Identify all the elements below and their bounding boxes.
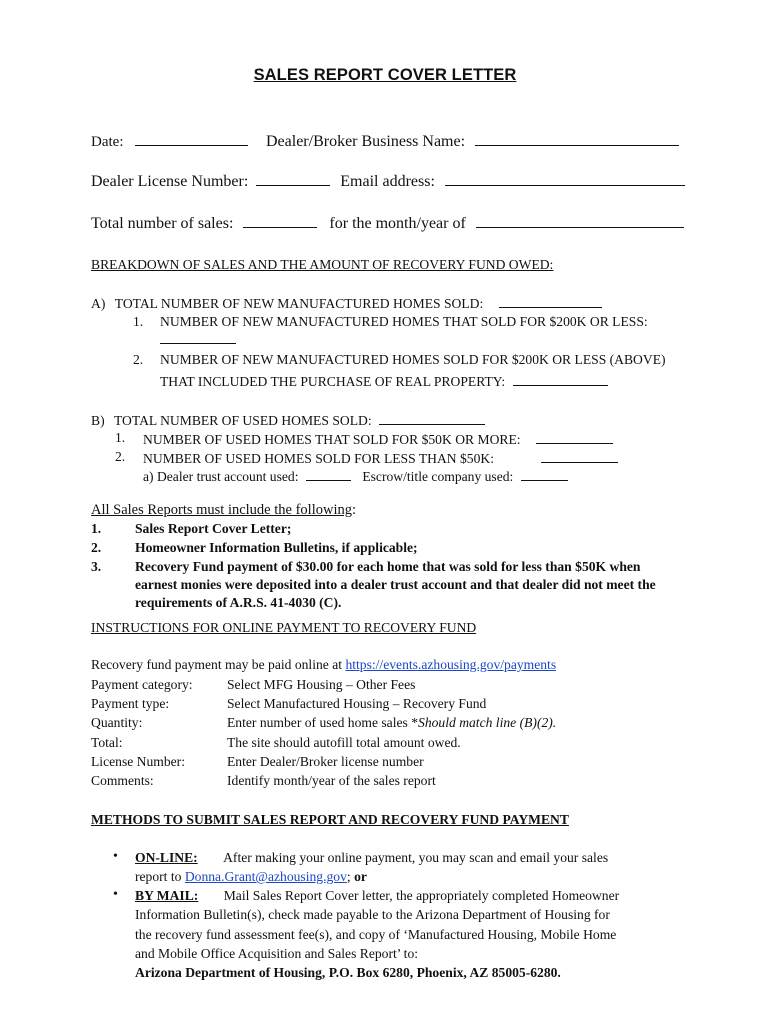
payment-category-label: Payment category:: [91, 677, 193, 692]
date-line: [91, 132, 679, 151]
breakdown-heading: BREAKDOWN OF SALES AND THE AMOUNT OF RECOVERY FUND OWED:: [91, 257, 554, 272]
quantity-value-line: [227, 715, 556, 731]
item-a-field[interactable]: [499, 294, 602, 308]
item-a2-field[interactable]: [513, 372, 608, 386]
quantity-label: Quantity:: [91, 715, 143, 730]
requirement-1-number: 1.: [91, 521, 102, 536]
requirement-3-text-1: Recovery Fund payment of $30.00 for each home that was sold for less than $50K when: [135, 559, 641, 574]
item-a1-number: 1.: [133, 314, 144, 329]
requirement-2-number: 2.: [91, 540, 102, 555]
item-b-label: B): [91, 413, 105, 428]
date-label: Date:: [91, 134, 124, 150]
total-sales-line: [91, 214, 684, 233]
license-number-label: License Number:: [91, 754, 185, 769]
online-method-text-2b: ;: [346, 869, 355, 884]
quantity-note: Should match line (B)(2).: [418, 715, 557, 730]
payment-type-label: Payment type:: [91, 696, 170, 711]
dealer-name-label: Dealer/Broker Business Name:: [265, 133, 466, 150]
item-a: [91, 294, 602, 312]
item-a1-field[interactable]: [160, 330, 236, 344]
methods-heading: METHODS TO SUBMIT SALES REPORT AND RECOVERY FUND PAYMENT: [91, 812, 569, 827]
comments-value: Identify month/year of the sales report: [227, 773, 436, 788]
bullet-online-icon: •: [113, 849, 118, 864]
license-label: Dealer License Number:: [91, 173, 249, 190]
item-b-text: TOTAL NUMBER OF USED HOMES SOLD:: [114, 413, 372, 428]
comments-label: Comments:: [91, 773, 154, 788]
online-method-text-2a: report to: [135, 869, 182, 884]
item-a2-line-2: [160, 372, 608, 390]
item-b2a-line: [143, 467, 568, 485]
item-b2-line: [143, 449, 618, 467]
item-b1-number: 1.: [115, 430, 126, 445]
item-b1-field[interactable]: [536, 430, 613, 444]
email-link[interactable]: Donna.Grant@azhousing.gov: [184, 869, 347, 884]
item-b2-field[interactable]: [541, 449, 618, 463]
month-year-label: for the month/year of: [329, 215, 466, 232]
online-method-text-1: After making your online payment, you may scan and email your sales: [223, 850, 609, 865]
payments-link[interactable]: https://events.azhousing.gov/payments: [345, 657, 557, 672]
requirement-3-text-3: requirements of A.R.S. 41-4030 (C).: [135, 595, 342, 610]
mail-method-line-1: [135, 888, 619, 904]
online-method-line-1: [135, 850, 608, 866]
item-a-text: TOTAL NUMBER OF NEW MANUFACTURED HOMES SOLD:: [114, 296, 484, 311]
email-field[interactable]: [445, 172, 685, 186]
page-title: SALES REPORT COVER LETTER: [253, 66, 517, 84]
item-a1-text: NUMBER OF NEW MANUFACTURED HOMES THAT SOLD FOR $200K OR LESS:: [160, 314, 648, 329]
item-a2-text-1: NUMBER OF NEW MANUFACTURED HOMES SOLD FOR $200K OR LESS (ABOVE): [160, 352, 666, 367]
requirement-2-text: Homeowner Information Bulletins, if applicable;: [135, 540, 418, 555]
online-payment-intro: Recovery fund payment may be paid online at: [91, 657, 343, 672]
mail-method-label: BY MAIL:: [135, 888, 199, 903]
item-b2-number: 2.: [115, 449, 126, 464]
escrow-label: Escrow/title company used:: [362, 469, 514, 484]
requirements-heading-line: [91, 502, 356, 519]
total-label: Total:: [91, 735, 123, 750]
mailing-address: Arizona Department of Housing, P.O. Box 6280, Phoenix, AZ 85005-6280.: [135, 965, 561, 980]
escrow-field[interactable]: [521, 467, 568, 481]
item-a2-number: 2.: [133, 352, 144, 367]
requirement-1-text: Sales Report Cover Letter;: [135, 521, 292, 536]
mail-method-text-4: and Mobile Office Acquisition and Sales Report’ to:: [135, 946, 419, 961]
item-b-field[interactable]: [379, 411, 485, 425]
mail-method-text-1: Mail Sales Report Cover letter, the appropriately completed Homeowner: [223, 888, 620, 903]
item-b1-text: NUMBER OF USED HOMES THAT SOLD FOR $50K OR MORE:: [143, 432, 521, 447]
item-b2-text: NUMBER OF USED HOMES SOLD FOR LESS THAN $50K:: [143, 451, 494, 466]
license-field[interactable]: [256, 172, 330, 186]
dealer-trust-label: a) Dealer trust account used:: [143, 469, 299, 484]
quantity-value: Enter number of used home sales *: [227, 715, 419, 730]
mail-method-text-3: the recovery fund assessment fee(s), and copy of ‘Manufactured Housing, Mobile Home: [135, 927, 617, 942]
date-field[interactable]: [135, 132, 248, 146]
license-email-line: [91, 172, 685, 191]
requirements-heading-colon: :: [351, 502, 357, 518]
email-label: Email address:: [340, 173, 435, 190]
dealer-trust-field[interactable]: [306, 467, 351, 481]
total-sales-label: Total number of sales:: [91, 215, 234, 232]
bullet-mail-icon: •: [113, 887, 118, 902]
item-a-label: A): [91, 296, 106, 311]
total-value: The site should autofill total amount owed.: [227, 735, 461, 750]
online-payment-heading: INSTRUCTIONS FOR ONLINE PAYMENT TO RECOVERY FUND: [91, 620, 477, 635]
payment-type-value: Select Manufactured Housing – Recovery Fund: [227, 696, 487, 711]
item-b1-line: [143, 430, 613, 448]
payment-category-value: Select MFG Housing – Other Fees: [227, 677, 416, 692]
online-method-label: ON-LINE:: [135, 850, 198, 865]
item-b: [91, 411, 485, 429]
online-payment-intro-line: [91, 657, 556, 673]
online-method-line-2: [135, 869, 367, 885]
month-year-field[interactable]: [476, 214, 684, 228]
requirements-heading: All Sales Reports must include the following: [91, 502, 352, 518]
online-method-or: or: [354, 869, 367, 884]
requirement-3-number: 3.: [91, 559, 102, 574]
total-sales-field[interactable]: [243, 214, 317, 228]
license-number-value: Enter Dealer/Broker license number: [227, 754, 424, 769]
mail-method-text-2: Information Bulletin(s), check made payable to the Arizona Department of Housing for: [135, 907, 610, 922]
dealer-name-field[interactable]: [475, 132, 679, 146]
requirement-3-text-2: earnest monies were deposited into a dealer trust account and that dealer did not meet the: [135, 577, 656, 592]
item-a2-text-2: THAT INCLUDED THE PURCHASE OF REAL PROPERTY:: [160, 374, 506, 389]
